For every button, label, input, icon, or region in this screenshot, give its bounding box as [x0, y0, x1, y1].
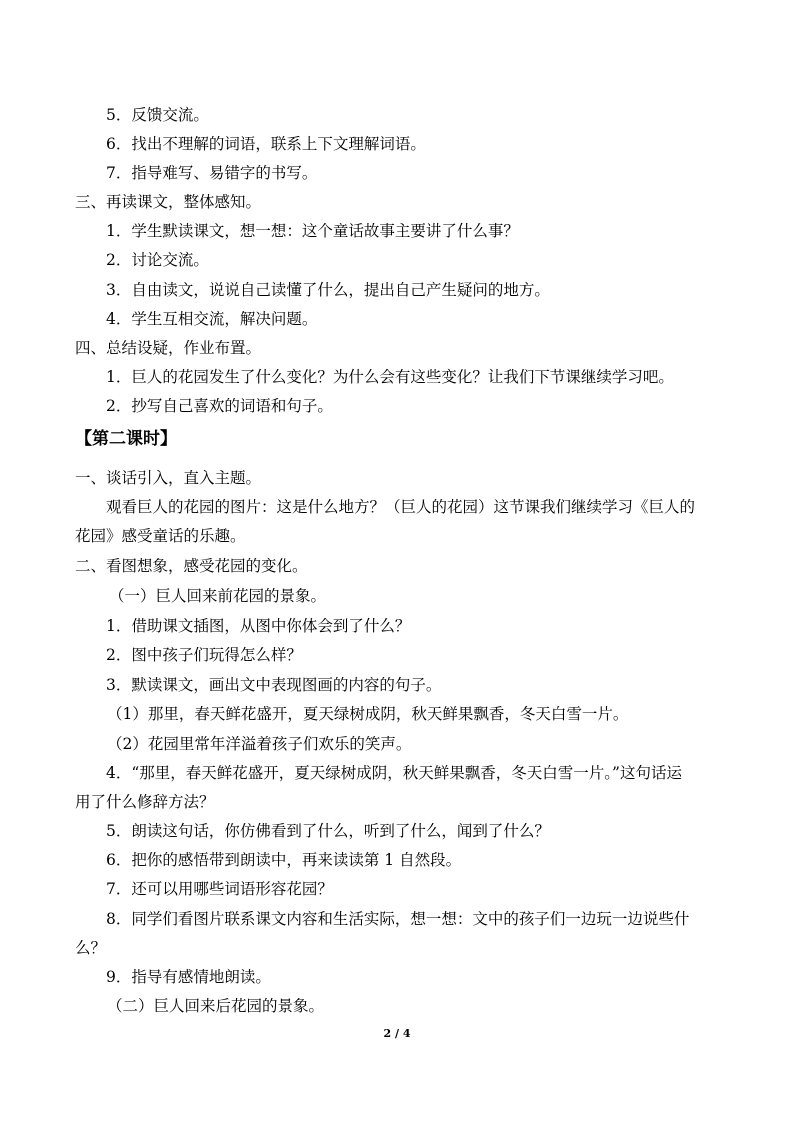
section-heading: 三、再读课文，整体感知。 — [75, 193, 262, 211]
subsection-heading: （一）巨人回来前花园的景象。 — [109, 587, 327, 605]
text-line: 2．图中孩子们玩得怎么样？ — [106, 646, 302, 664]
subsection-heading: （二）巨人回来后花园的景象。 — [107, 997, 325, 1015]
text-line: 6．找出不理解的词语，联系上下文理解词语。 — [106, 135, 426, 153]
text-line: 3．默读课文，画出文中表现图画的内容的句子。 — [106, 676, 442, 694]
text-line: 5．朗读这句话，你仿佛看到了什么，听到了什么，闻到了什么？ — [106, 822, 550, 840]
paragraph-line: 花园》感受童话的乐趣。 — [75, 527, 246, 545]
text-line: 7．指导难写、易错字的书写。 — [106, 164, 318, 182]
text-line: 2．讨论交流。 — [106, 251, 209, 269]
text-line: 用了什么修辞方法？ — [75, 793, 215, 811]
text-line: 么？ — [75, 939, 107, 957]
lesson-title: 【第二课时】 — [75, 429, 177, 449]
text-line: 5．反馈交流。 — [106, 106, 209, 124]
section-heading: 二、看图想象，感受花园的变化。 — [75, 557, 308, 575]
text-line: 7．还可以用哪些词语形容花园？ — [106, 880, 333, 898]
text-line: （2）花园里常年洋溢着孩子们欢乐的笑声。 — [107, 735, 412, 753]
text-line: 4．学生互相交流，解决问题。 — [106, 310, 318, 328]
section-heading: 一、谈话引入，直入主题。 — [75, 469, 262, 487]
text-line: 1．学生默读课文，想一想：这个童话故事主要讲了什么事？ — [106, 222, 519, 240]
text-line: 4．“那里，春天鲜花盛开，夏天绿树成阴，秋天鲜果飘香，冬天白雪一片。”这句话运 — [106, 764, 682, 782]
text-line: 8．同学们看图片联系课文内容和生活实际，想一想：文中的孩子们一边玩一边说些什 — [106, 910, 690, 928]
text-line: （1）那里，春天鲜花盛开，夏天绿树成阴，秋天鲜果飘香，冬天白雪一片。 — [107, 705, 629, 723]
section-heading: 四、总结设疑，作业布置。 — [75, 339, 262, 357]
text-line: 3．自由读文，说说自己读懂了什么，提出自己产生疑问的地方。 — [106, 281, 550, 299]
paragraph-line: 观看巨人的花园的图片：这是什么地方？（巨人的花园）这节课我们继续学习《巨人的 — [106, 498, 696, 516]
text-line: 1．借助课文插图，从图中你体会到了什么？ — [106, 617, 411, 635]
text-line: 1．巨人的花园发生了什么变化？为什么会有这些变化？让我们下节课继续学习吧。 — [106, 368, 674, 386]
text-line: 9．指导有感情地朗读。 — [106, 968, 271, 986]
text-line: 2．抄写自己喜欢的词语和句子。 — [106, 397, 333, 415]
text-line: 6．把你的感悟带到朗读中，再来读读第 1 自然段。 — [106, 851, 462, 869]
page-number: 2 / 4 — [383, 1027, 411, 1040]
